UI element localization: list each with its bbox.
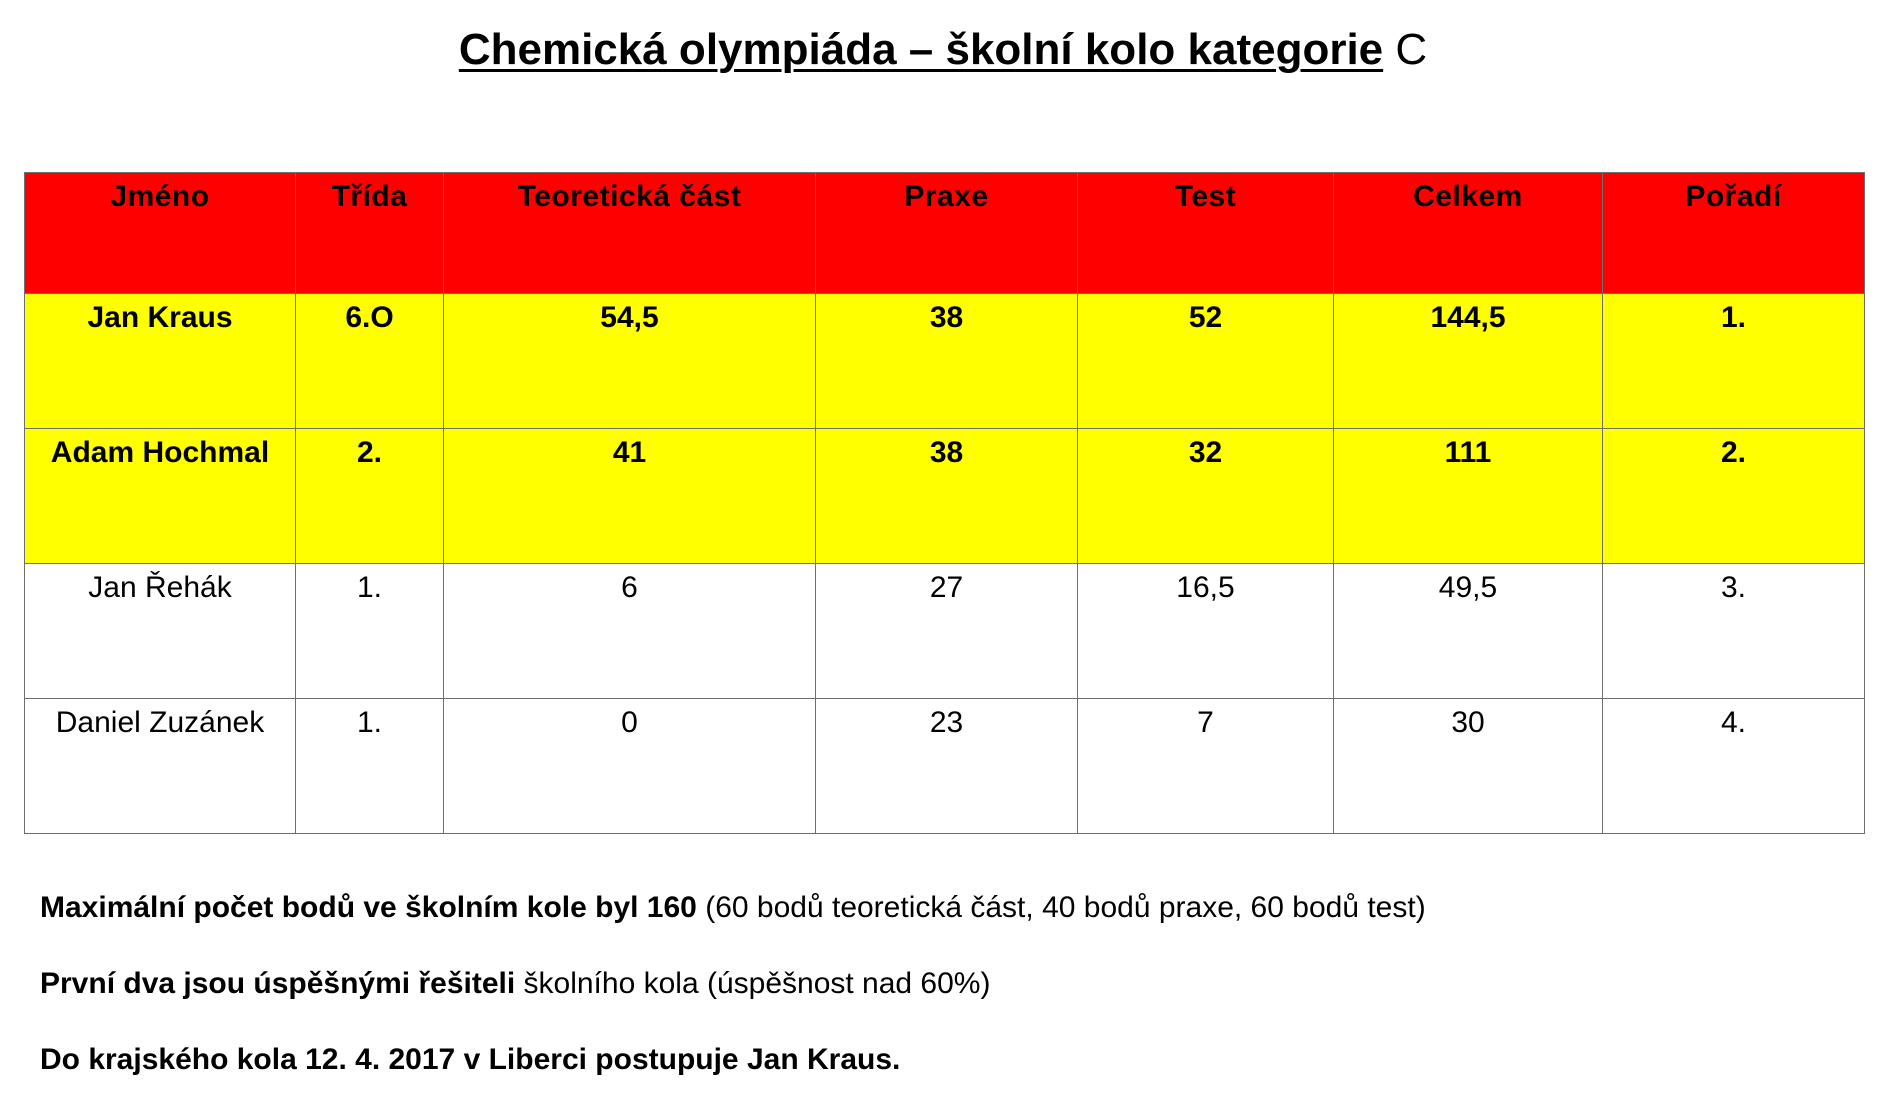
table-row [25,564,1865,699]
cell-test: 52 [1078,294,1334,429]
cell-rank: 4. [1603,699,1865,834]
header-rank: Pořadí [1603,173,1865,294]
header-test: Test [1078,173,1334,294]
note-regional-round: Do krajského kola 12. 4. 2017 v Liberci postupuje Jan Kraus. [40,1043,901,1076]
cell-class: 2. [296,429,444,564]
header-total: Celkem [1334,173,1603,294]
cell-test: 32 [1078,429,1334,564]
cell-theory: 0 [444,699,816,834]
cell-total: 111 [1334,429,1603,564]
table-row [25,429,1865,564]
cell-test: 7 [1078,699,1334,834]
note-successful [40,966,1426,1002]
note-max-points-detail: (60 bodů teoretická část, 40 bodů praxe, 60 bodů test) [696,891,1426,924]
cell-class: 1. [296,564,444,699]
note-max-points-bold: Maximální počet bodů ve školním kole byl 160 [40,891,697,924]
cell-class: 1. [296,699,444,834]
cell-practice: 23 [816,699,1078,834]
notes-section [40,890,1426,1078]
title-category: C [1395,25,1428,74]
header-theory: Teoretická část [444,173,816,294]
cell-name: Daniel Zuzánek [25,699,296,834]
note-successful-detail: školního kola (úspěšnost nad 60%) [515,967,991,1000]
table-row [25,294,1865,429]
cell-total: 144,5 [1334,294,1603,429]
cell-class: 6.O [296,294,444,429]
cell-theory: 41 [444,429,816,564]
cell-practice: 38 [816,429,1078,564]
cell-test: 16,5 [1078,564,1334,699]
header-practice: Praxe [816,173,1078,294]
cell-rank: 3. [1603,564,1865,699]
note-max-points [40,890,1426,926]
table-row [25,699,1865,834]
header-name: Jméno [25,173,296,294]
cell-name: Adam Hochmal [25,429,296,564]
cell-theory: 6 [444,564,816,699]
header-class: Třída [296,173,444,294]
note-successful-bold: První dva jsou úspěšnými řešiteli [40,967,516,1000]
cell-name: Jan Kraus [25,294,296,429]
cell-rank: 2. [1603,429,1865,564]
cell-theory: 54,5 [444,294,816,429]
cell-practice: 38 [816,294,1078,429]
cell-total: 30 [1334,699,1603,834]
cell-name: Jan Řehák [25,564,296,699]
table-header-row [25,173,1865,294]
results-table [24,172,1865,834]
title-main: Chemická olympiáda – školní kolo kategorie [458,25,1384,74]
page-title [0,24,1886,76]
cell-total: 49,5 [1334,564,1603,699]
cell-practice: 27 [816,564,1078,699]
cell-rank: 1. [1603,294,1865,429]
